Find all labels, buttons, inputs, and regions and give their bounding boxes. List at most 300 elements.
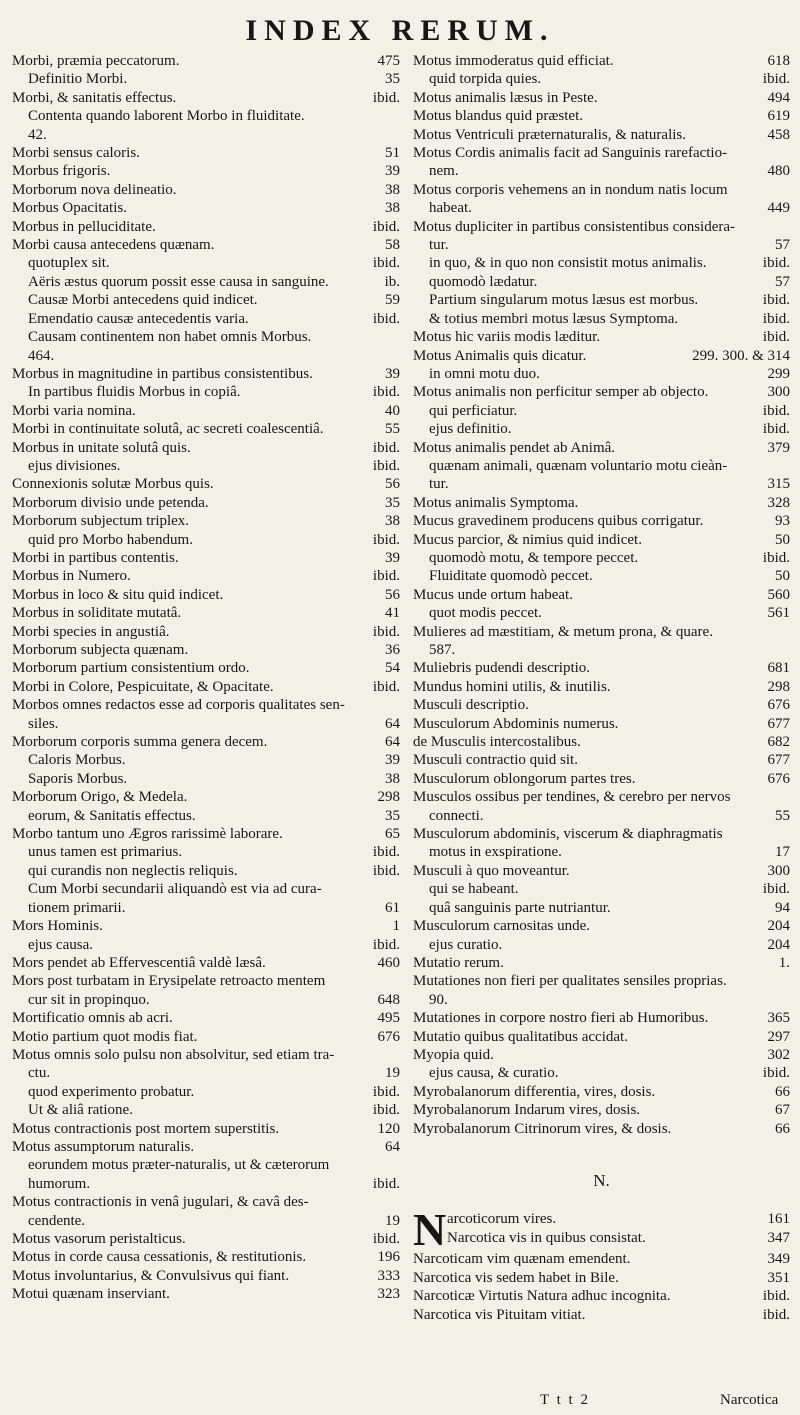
entry-text: Musculorum carnositas unde. <box>413 918 591 935</box>
entry-page: 677 <box>767 715 790 732</box>
entry-text: Musculos ossibus per tendines, & cerebro per nervos <box>413 789 731 806</box>
entry-page: 682 <box>767 734 790 751</box>
index-entry <box>413 917 790 935</box>
entry-page: ibid. <box>372 936 400 953</box>
entry-text: Motus involuntarius, & Convulsivus qui fiant. <box>12 1267 290 1284</box>
entry-page: 302 <box>767 1046 790 1063</box>
entry-page: 57 <box>775 237 790 254</box>
index-entry <box>413 1046 790 1064</box>
entry-text: 90. <box>429 991 448 1008</box>
entry-text: Morborum subjecta quænam. <box>12 642 189 658</box>
entry-page: 676 <box>767 770 790 787</box>
entry-page: 333 <box>377 1267 400 1284</box>
index-entry <box>413 328 790 346</box>
index-entry <box>12 843 400 861</box>
entry-page: 39 <box>385 549 400 566</box>
index-entry <box>413 788 790 806</box>
entry-text: Mutatio quibus qualitatibus accidat. <box>413 1028 628 1045</box>
entry-text: Aëris æstus quorum possit esse causa in sanguine. <box>28 273 329 290</box>
entry-text: in omni motu duo. <box>429 365 540 382</box>
entry-text: ejus causa. <box>28 936 93 953</box>
entry-page: 475 <box>377 53 400 69</box>
entry-page: ibid. <box>762 1306 790 1323</box>
index-entry <box>12 1248 400 1266</box>
entry-text: cur sit in propinquo. <box>28 991 150 1008</box>
index-entry <box>12 531 400 549</box>
index-entry <box>12 1193 400 1211</box>
entry-text: Motus vasorum peristalticus. <box>12 1231 186 1247</box>
entry-text: Motio partium quot modis fiat. <box>12 1028 198 1045</box>
index-column-right <box>413 52 790 1324</box>
entry-page: 1. <box>778 954 790 971</box>
entry-page: 35 <box>385 71 400 88</box>
entry-text: Myrobalanorum differentia, vires, dosis. <box>413 1083 656 1100</box>
index-entry <box>413 972 790 990</box>
dropcap-letter: N <box>413 1204 447 1256</box>
index-entry <box>413 862 790 880</box>
entry-page: 56 <box>385 586 400 603</box>
entry-text: Narcotica vis in quibus consistat. <box>447 1229 646 1246</box>
index-entry <box>413 162 790 180</box>
entry-page: 618 <box>767 53 790 69</box>
index-entry <box>413 936 790 954</box>
entry-text: Fluiditate quomodò peccet. <box>429 568 593 585</box>
entry-text: Morbus in soliditate mutatâ. <box>12 605 182 622</box>
entry-page: 66 <box>775 1083 790 1100</box>
entry-page: 204 <box>767 918 790 935</box>
index-entry <box>12 218 400 236</box>
index-entry <box>12 383 400 401</box>
index-entry <box>12 917 400 935</box>
index-entry <box>413 604 790 622</box>
entry-text: In partibus fluidis Morbus in copiâ. <box>28 384 241 401</box>
entry-text: Mucus gravedinem producens quibus corrigatur. <box>413 513 704 530</box>
index-entry <box>12 310 400 328</box>
entry-text: tionem primarii. <box>28 899 126 916</box>
entry-text: Morbi, præmia peccatorum. <box>12 53 180 69</box>
entry-page: ibid. <box>372 568 400 585</box>
entry-text: Motus immoderatus quid efficiat. <box>413 53 614 69</box>
entry-page: 299 <box>767 365 790 382</box>
signature-mark: T t t 2 <box>540 1392 590 1408</box>
entry-text: Musculorum Abdominis numerus. <box>413 715 619 732</box>
index-entry <box>12 1009 400 1027</box>
index-entry <box>12 254 400 272</box>
entry-text: Morbi in continuitate solutâ, ac secreti coalescentiâ. <box>12 421 324 438</box>
entry-text: Myrobalanorum Citrinorum vires, & dosis. <box>413 1120 672 1137</box>
entry-text: Motus blandus quid præstet. <box>413 108 584 125</box>
index-entry <box>413 1287 790 1305</box>
entry-page: ibid. <box>372 844 400 861</box>
entry-text: ejus divisiones. <box>28 457 121 474</box>
index-entry <box>12 696 400 714</box>
entry-text: Narcoticæ Virtutis Natura adhuc incognita. <box>413 1288 671 1305</box>
entry-text: Morbus in pelluciditate. <box>12 218 156 235</box>
entry-text: Morborum partium consistentium ordo. <box>12 660 250 677</box>
entry-text: Morbus frigoris. <box>12 163 111 180</box>
entry-text: Mucus parcior, & nimius quid indicet. <box>413 531 642 548</box>
entry-text: Motus dupliciter in partibus consistentibus considera- <box>413 218 736 235</box>
index-entry <box>413 696 790 714</box>
entry-page: 36 <box>385 642 400 658</box>
entry-page: 379 <box>767 439 790 456</box>
entry-page: ibid. <box>762 255 790 272</box>
index-entry <box>413 383 790 401</box>
entry-text: Morbi varia nomina. <box>12 402 136 419</box>
entry-page: 681 <box>767 660 790 677</box>
entry-text: cendente. <box>28 1212 86 1229</box>
entry-text: Morbi sensus caloris. <box>12 145 140 162</box>
index-entry <box>12 1156 400 1174</box>
index-entry <box>413 1028 790 1046</box>
index-entry <box>413 494 790 512</box>
entry-page: 196 <box>377 1249 400 1266</box>
index-entry <box>12 420 400 438</box>
index-entry <box>12 1175 400 1193</box>
index-entry <box>413 236 790 254</box>
entry-page: 64 <box>385 1138 400 1155</box>
entry-page: 560 <box>767 586 790 603</box>
entry-text: Motus assumptorum naturalis. <box>12 1138 195 1155</box>
entry-text: Musculi contractio quid sit. <box>413 752 578 769</box>
index-entry <box>413 659 790 677</box>
entry-text: Morbus in Numero. <box>12 568 131 585</box>
index-entry <box>413 89 790 107</box>
index-entry <box>413 1306 790 1324</box>
entry-text: 587. <box>429 642 456 658</box>
entry-text: Definitio Morbi. <box>28 71 128 88</box>
index-entry <box>12 291 400 309</box>
index-entry <box>12 1083 400 1101</box>
index-entry <box>12 549 400 567</box>
entry-text: Mundus homini utilis, & inutilis. <box>413 678 611 695</box>
index-entry <box>413 678 790 696</box>
index-entry <box>12 494 400 512</box>
dropcap-block <box>413 1204 790 1256</box>
entry-text: Motus in corde causa cessationis, & restitutionis. <box>12 1249 307 1266</box>
index-entry <box>413 586 790 604</box>
entry-page: ibid. <box>762 549 790 566</box>
index-entry <box>12 439 400 457</box>
index-entry <box>413 126 790 144</box>
index-entry <box>12 107 400 125</box>
index-entry <box>413 807 790 825</box>
index-entry <box>12 236 400 254</box>
entry-page: 1 <box>392 918 400 935</box>
entry-page: 54 <box>385 660 400 677</box>
entry-text: Morborum divisio unde petenda. <box>12 494 209 511</box>
entry-text: Morbi, & sanitatis effectus. <box>12 89 177 106</box>
index-entry <box>413 439 790 457</box>
entry-text: Mulieres ad mæstitiam, & metum prona, & quare. <box>413 623 713 640</box>
index-entry <box>413 457 790 475</box>
index-entry <box>12 273 400 291</box>
index-entry <box>12 1101 400 1119</box>
index-entry <box>413 843 790 861</box>
entry-page: ibid. <box>372 89 400 106</box>
entry-text: qui se habeant. <box>429 881 519 898</box>
entry-text: Narcoticam vim quænam emendent. <box>413 1251 631 1268</box>
entry-page: 494 <box>767 89 790 106</box>
entry-text: Morbi in Colore, Pespicuitate, & Opacitate. <box>12 678 274 695</box>
entry-text: unus tamen est primarius. <box>28 844 183 861</box>
index-entry <box>413 310 790 328</box>
index-entry <box>413 715 790 733</box>
index-entry <box>12 641 400 659</box>
index-entry <box>12 1028 400 1046</box>
index-entry <box>12 1267 400 1285</box>
entry-text: Narcotica vis Pituitam vitiat. <box>413 1306 586 1323</box>
entry-text: Musculorum abdominis, viscerum & diaphragmatis <box>413 826 723 843</box>
entry-page: 57 <box>775 273 790 290</box>
entry-text: Causæ Morbi antecedens quid indicet. <box>28 292 258 309</box>
section-letter-n: N. <box>593 1170 610 1190</box>
entry-page: 39 <box>385 365 400 382</box>
entry-page: 38 <box>385 513 400 530</box>
entry-text: in quo, & in quo non consistit motus animalis. <box>429 255 707 272</box>
index-entry <box>413 899 790 917</box>
dropcap-lines <box>447 1210 790 1250</box>
entry-page: 55 <box>385 421 400 438</box>
entry-text: ejus definitio. <box>429 421 512 438</box>
entry-text: Motus corporis vehemens an in nondum natis locum <box>413 181 728 198</box>
entry-text: Morborum nova delineatio. <box>12 181 177 198</box>
index-entry <box>413 347 790 365</box>
entry-page: ibid. <box>372 457 400 474</box>
index-entry <box>12 899 400 917</box>
index-entry <box>413 218 790 236</box>
index-entry <box>413 1120 790 1138</box>
entry-text: Connexionis solutæ Morbus quis. <box>12 476 214 493</box>
entry-page: 365 <box>767 1010 790 1027</box>
index-entry <box>413 70 790 88</box>
entry-page: ibid. <box>372 1102 400 1119</box>
entry-page: 298 <box>377 789 400 806</box>
entry-text: Mutationes in corpore nostro fieri ab Humoribus. <box>413 1010 709 1027</box>
entry-page: ibid. <box>372 623 400 640</box>
entry-page: 56 <box>385 476 400 493</box>
entry-page: 61 <box>385 899 400 916</box>
entry-text: Motus Animalis quis dicatur. <box>413 347 587 364</box>
entry-text: quod experimento probatur. <box>28 1083 195 1100</box>
entry-text: Motus contractionis in venâ jugulari, & cavâ des- <box>12 1194 309 1211</box>
entry-page: ibid. <box>762 292 790 309</box>
entry-page: ibid. <box>372 1083 400 1100</box>
entry-page: 315 <box>767 476 790 493</box>
entry-page: 677 <box>767 752 790 769</box>
entry-page: 204 <box>767 936 790 953</box>
entry-page: 59 <box>385 292 400 309</box>
entry-page: 35 <box>385 494 400 511</box>
entry-text: Motus omnis solo pulsu non absolvitur, sed etiam tra- <box>12 1046 335 1063</box>
entry-text: Morbus Opacitatis. <box>12 200 127 217</box>
entry-text: Myopia quid. <box>413 1046 494 1063</box>
entry-text: qui perficiatur. <box>429 402 518 419</box>
catchword: Narcotica <box>720 1392 779 1408</box>
entry-text: Musculi descriptio. <box>413 697 529 714</box>
entry-page: ibid. <box>372 1231 400 1247</box>
entry-page: 495 <box>377 1010 400 1027</box>
entry-page: 619 <box>767 108 790 125</box>
entry-page: 676 <box>767 697 790 714</box>
entry-page: 561 <box>767 605 790 622</box>
entry-page: ibid. <box>372 310 400 327</box>
entry-page: 120 <box>377 1120 400 1137</box>
index-entry <box>447 1229 790 1247</box>
entry-page: 161 <box>767 1211 790 1228</box>
index-entry <box>12 162 400 180</box>
entry-page: ibid. <box>762 881 790 898</box>
index-entry <box>413 273 790 291</box>
entry-page: 299. 300. & 314 <box>692 347 790 364</box>
entry-text: Morbi in partibus contentis. <box>12 549 179 566</box>
entry-text: Emendatio causæ antecedentis varia. <box>28 310 249 327</box>
index-entry <box>12 678 400 696</box>
entry-text: Mors Hominis. <box>12 918 103 935</box>
index-entry <box>413 199 790 217</box>
entry-text: 42. <box>28 126 47 143</box>
entry-text: Partium singularum motus læsus est morbus. <box>429 292 699 309</box>
entry-page: ibid. <box>762 329 790 346</box>
entry-text: ejus causa, & curatio. <box>429 1065 559 1082</box>
entry-text: Morbus in loco & situ quid indicet. <box>12 586 224 603</box>
entry-page: 19 <box>385 1212 400 1229</box>
entry-text: quænam animali, quænam voluntario motu cieàn- <box>429 457 728 474</box>
entry-text: tur. <box>429 237 449 254</box>
index-entry <box>12 365 400 383</box>
entry-page: 50 <box>775 568 790 585</box>
index-entry <box>413 567 790 585</box>
entry-page: ibid. <box>372 862 400 879</box>
entry-text: ejus curatio. <box>429 936 503 953</box>
index-entry <box>413 1269 790 1287</box>
index-entry <box>12 126 400 144</box>
entry-page: 480 <box>767 163 790 180</box>
entry-page: 39 <box>385 752 400 769</box>
index-entry <box>12 52 400 70</box>
index-entry <box>413 549 790 567</box>
index-entry <box>413 1101 790 1119</box>
entry-page: 297 <box>767 1028 790 1045</box>
index-entry <box>413 475 790 493</box>
page-title: INDEX RERUM. <box>245 14 555 47</box>
entry-text: de Musculis intercostalibus. <box>413 734 581 751</box>
entry-text: quid torpida quies. <box>429 71 542 88</box>
entry-text: Motus Ventriculi præternaturalis, & naturalis. <box>413 126 687 143</box>
index-entry <box>12 991 400 1009</box>
entry-page: 38 <box>385 200 400 217</box>
entry-text: quomodò lædatur. <box>429 273 538 290</box>
index-entry <box>413 641 790 659</box>
entry-page: 38 <box>385 770 400 787</box>
entry-page: ibid. <box>762 310 790 327</box>
entry-page: 449 <box>767 200 790 217</box>
index-entry <box>413 825 790 843</box>
entry-page: ib. <box>384 273 400 290</box>
index-entry <box>413 291 790 309</box>
entry-page: ibid. <box>372 439 400 456</box>
entry-text: Morborum Origo, & Medela. <box>12 789 188 806</box>
entry-page: 58 <box>385 237 400 254</box>
index-entry <box>12 825 400 843</box>
index-entry <box>413 52 790 70</box>
entry-text: Muliebris pudendi descriptio. <box>413 660 591 677</box>
entry-text: Mucus unde ortum habeat. <box>413 586 573 603</box>
index-entry <box>12 1230 400 1248</box>
entry-page: 64 <box>385 734 400 751</box>
entry-page: 41 <box>385 605 400 622</box>
index-entry <box>12 1120 400 1138</box>
index-entry <box>12 1212 400 1230</box>
entry-text: ctu. <box>28 1065 51 1082</box>
entry-text: Mors pendet ab Effervescentiâ valdè læsâ. <box>12 954 266 971</box>
entry-text: quâ sanguinis parte nutriantur. <box>429 899 611 916</box>
entry-page: 51 <box>385 145 400 162</box>
entry-page: ibid. <box>762 71 790 88</box>
entry-text: Contenta quando laborent Morbo in fluiditate. <box>28 108 305 125</box>
entry-text: quid pro Morbo habendum. <box>28 531 193 548</box>
entry-page: 323 <box>377 1286 400 1303</box>
index-entry <box>12 1064 400 1082</box>
entry-page: 300 <box>767 384 790 401</box>
entry-page: 94 <box>775 899 790 916</box>
index-entry <box>413 181 790 199</box>
entry-text: Mutatio rerum. <box>413 954 504 971</box>
index-entry <box>12 402 400 420</box>
entry-text: habeat. <box>429 200 472 217</box>
entry-page: ibid. <box>762 421 790 438</box>
index-entry <box>413 1009 790 1027</box>
entry-text: Motui quænam inserviant. <box>12 1286 170 1303</box>
entry-text: quot modis peccet. <box>429 605 542 622</box>
index-entry <box>12 567 400 585</box>
entry-page: 50 <box>775 531 790 548</box>
entry-page: ibid. <box>372 678 400 695</box>
entry-text: eorum, & Sanitatis effectus. <box>28 807 196 824</box>
entry-page: 55 <box>775 807 790 824</box>
index-entry <box>413 420 790 438</box>
index-entry <box>12 807 400 825</box>
index-entry <box>413 531 790 549</box>
entry-page: 349 <box>767 1251 790 1268</box>
entry-text: Ut & aliâ ratione. <box>28 1102 133 1119</box>
index-entry <box>12 954 400 972</box>
entry-text: Motus hic variis modis læditur. <box>413 329 601 346</box>
entry-page: ibid. <box>372 384 400 401</box>
index-entry <box>413 512 790 530</box>
index-entry <box>12 659 400 677</box>
entry-text: arcoticorum vires. <box>447 1211 557 1228</box>
entry-text: Myrobalanorum Indarum vires, dosis. <box>413 1102 641 1119</box>
entry-page: 347 <box>767 1229 790 1246</box>
index-column-left <box>12 52 400 1304</box>
entry-page: 19 <box>385 1065 400 1082</box>
index-entry <box>413 623 790 641</box>
entry-text: Morbo tantum uno Ægros rarissimè laborare. <box>12 826 283 843</box>
entry-text: quotuplex sit. <box>28 255 110 272</box>
entry-page: 351 <box>767 1269 790 1286</box>
entry-page: 65 <box>385 826 400 843</box>
entry-page: ibid. <box>762 402 790 419</box>
entry-text: Musculorum oblongorum partes tres. <box>413 770 636 787</box>
entry-page: 648 <box>377 991 400 1008</box>
index-entry <box>413 254 790 272</box>
entry-text: Causam continentem non habet omnis Morbus. <box>28 329 312 346</box>
entry-text: Morbi causa antecedens quænam. <box>12 237 215 254</box>
index-entry <box>12 604 400 622</box>
entry-page: 40 <box>385 402 400 419</box>
entry-page: 67 <box>775 1102 790 1119</box>
